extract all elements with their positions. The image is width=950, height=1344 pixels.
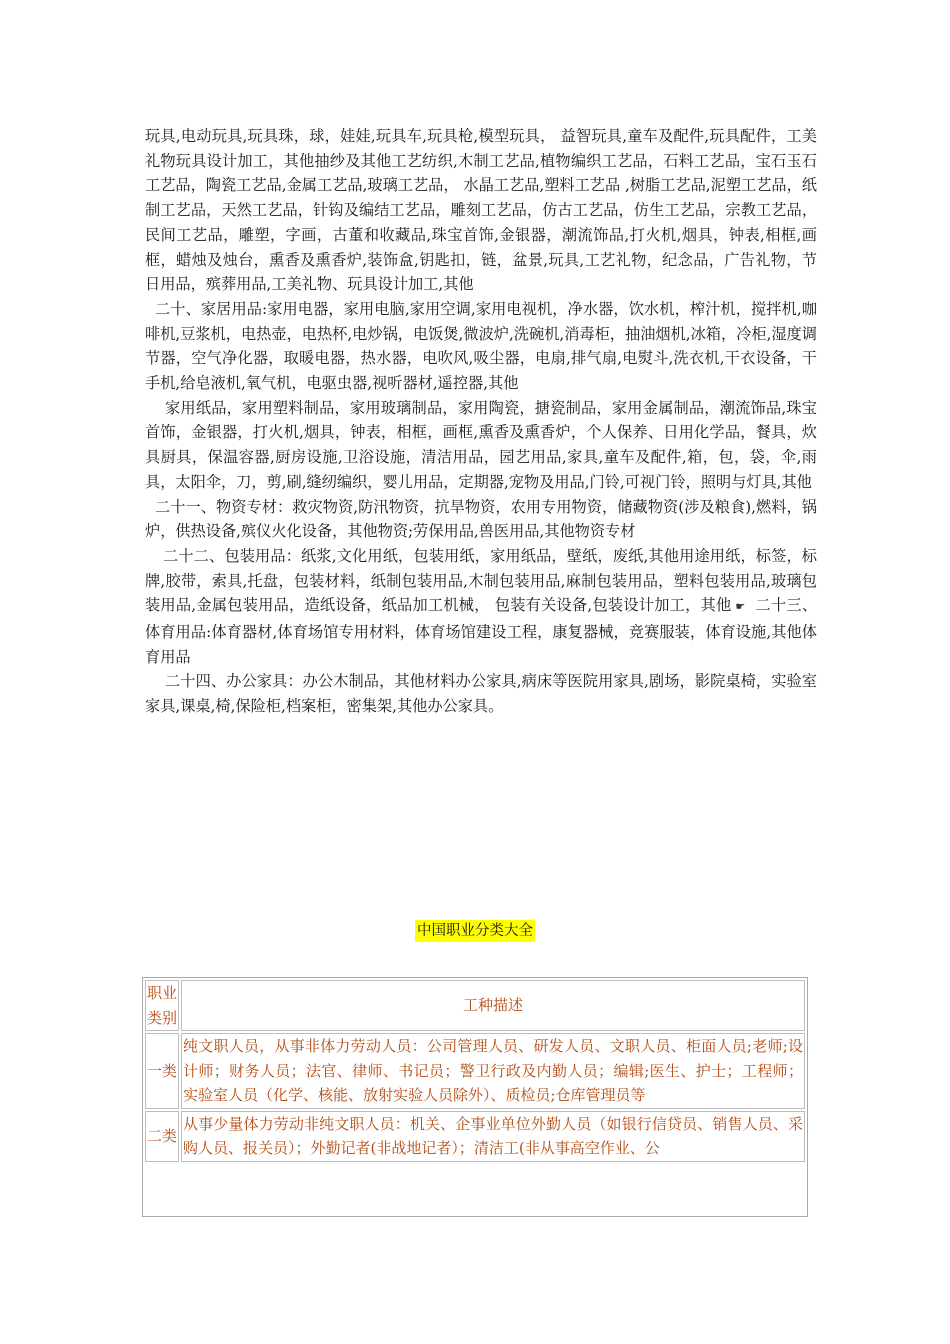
header-category: 职业类别 <box>145 980 179 1031</box>
sports-text: 二十三、体育用品:体育器材,体育场馆专用材料，体育场馆建设工程，康复器械，竞赛服装，体育设施,其他体育用品 <box>145 596 818 666</box>
title-wrapper <box>0 920 950 942</box>
paragraph-home-appliances: 二十、家居用品:家用电器，家用电脑,家用空调,家用电视机，净水器，饮水机，榨汁机，搅拌机,咖啡机,豆浆机，电热壶，电热杯,电炒锅，电饭煲,微波炉,洗碗机,消毒柜，抽油烟机,冰箱，冷柜,湿度调节器，空气净化器，取暖电器，热水器，电吹风,吸尘器，电扇,排气扇,电熨斗,洗衣机,干衣设备，干手机,给皂液机,氧气机，电驱虫器,视听器材,遥控器,其他 <box>145 299 817 393</box>
packaging-text: 二十二、包装用品：纸浆,文化用纸，包装用纸，家用纸品，壁纸，废纸,其他用途用纸，标签，标牌,胶带，索具,托盘，包装材料，纸制包装用品,木制包装用品,麻制包装用品，塑料包装用品,玻璃包装用品,金属包装用品，造纸设备，纸品加工机械， 包装有关设备,包装设计加工，其他 <box>145 546 817 615</box>
page-title: 中国职业分类大全 <box>415 920 535 942</box>
paragraph-office-furniture: 二十四、办公家具：办公木制品，其他材料办公家具,病床等医院用家具,剧场，影院桌椅，实验室家具,课桌,椅,保险柜,档案柜，密集架,其他办公家具。 <box>145 672 817 716</box>
header-description: 工种描述 <box>181 980 805 1031</box>
table-row <box>145 1033 805 1109</box>
paragraph-packaging-sports <box>145 544 817 670</box>
table-header-row <box>145 980 805 1031</box>
occupation-table-frame <box>142 977 808 1217</box>
occupation-table <box>143 978 807 1164</box>
row-description: 从事少量体力劳动非纯文职人员：机关、企事业单位外勤人员（如银行信贷员、销售人员、采购人员、报关员）；外勤记者(非战地记者）；清洁工(非从事高空作业、公 <box>181 1111 805 1162</box>
hand-pointer-icon: ☛ <box>735 600 746 614</box>
row-category: 一类 <box>145 1033 179 1109</box>
paragraph-toys: 玩具,电动玩具,玩具珠，球，娃娃,玩具车,玩具枪,模型玩具， 益智玩具,童车及配件,玩具配件，工美礼物玩具设计加工，其他抽纱及其他工艺纺织,木制工艺品,植物编织工艺品，石料工艺品，宝石玉石工艺品，陶瓷工艺品,金属工艺品,玻璃工艺品， 水晶工艺品,塑料工艺品 ,树脂工艺品,泥塑工艺品，纸制工艺品，天然工艺品，针钩及编结工艺品，雕刻工艺品，仿古工艺品，仿生工艺品，宗教工艺品，民间工艺品，雕塑，字画，古董和收藏品,珠宝首饰,金银器，潮流饰品,打火机,烟具，钟表,相框,画框，蜡烛及烛台，熏香及熏香炉,装饰盒,钥匙扣，链，盆景,玩具,工艺礼物，纪念品，广告礼物，节日用品，殡葬用品,工美礼物、玩具设计加工,其他 <box>145 127 817 294</box>
row-category: 二类 <box>145 1111 179 1162</box>
paragraph-household-goods: 家用纸品，家用塑料制品，家用玻璃制品，家用陶瓷，搪瓷制品，家用金属制品，潮流饰品,珠宝首饰，金银器，打火机,烟具，钟表，相框，画框,熏香及熏香炉，个人保养、日用化学品，餐具，炊具厨具，保温容器,厨房设施,卫浴设施，清洁用品，园艺用品,家具,童车及配件,箱，包，袋，伞,雨具，太阳伞，刀，剪,刷,缝纫编织，婴儿用品，定期器,宠物及用品,门铃,可视门铃，照明与灯具,其他 <box>145 398 817 491</box>
paragraph-materials: 二十一、物资专材：救灾物资,防汛物资，抗旱物资，农用专用物资，储藏物资(涉及粮食),燃料，锅炉，供热设备,殡仪火化设备，其他物资;劳保用品,兽医用品,其他物资专材 <box>145 497 817 541</box>
table-row <box>145 1111 805 1162</box>
row-description: 纯文职人员，从事非体力劳动人员：公司管理人员、研发人员、文职人员、柜面人员;老师;设计师；财务人员；法官、律师、书记员；警卫行政及内勤人员；编辑;医生、护士；工程师；实验室人员（化学、核能、放射实验人员除外）、质检员;仓库管理员等 <box>181 1033 805 1109</box>
document-body <box>145 124 817 719</box>
